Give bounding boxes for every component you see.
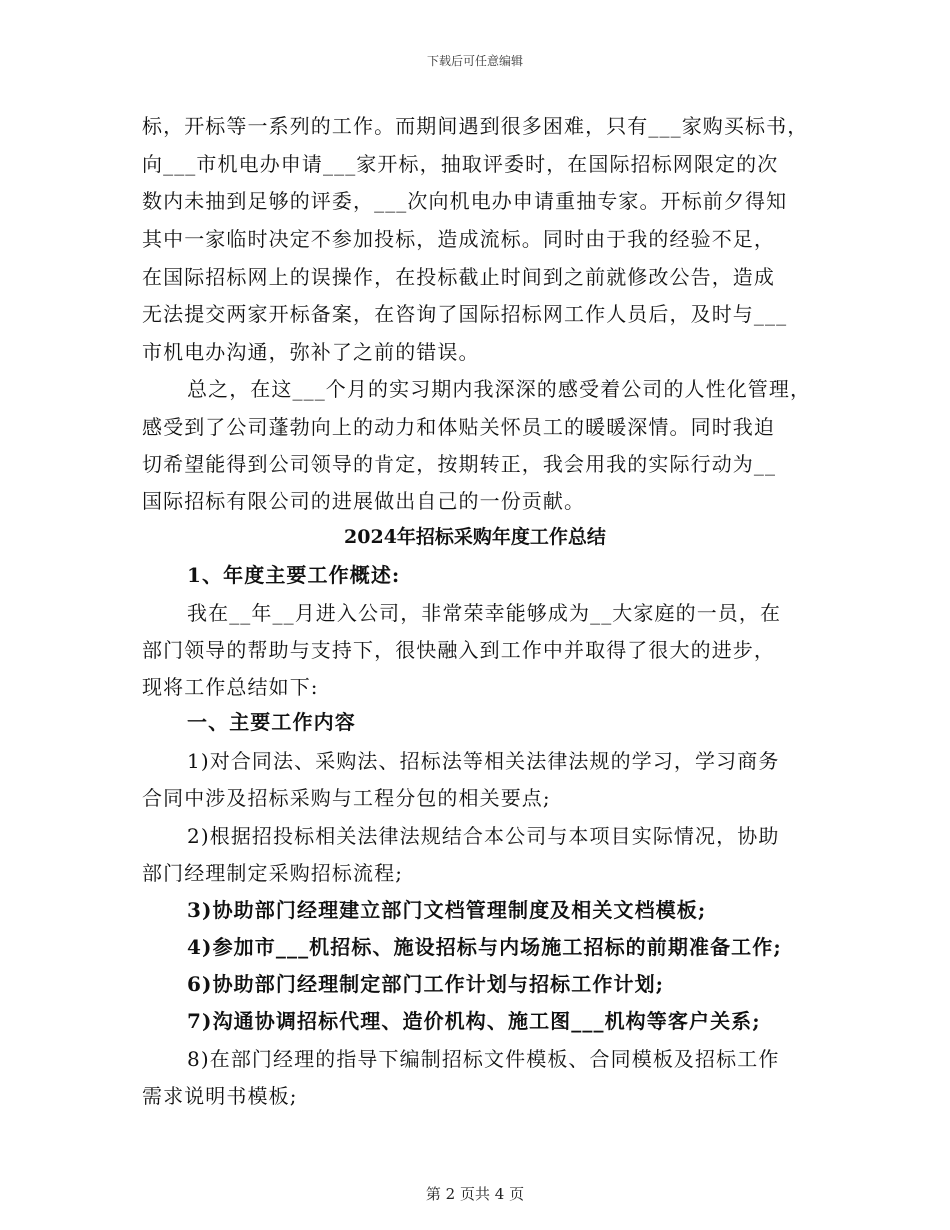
paragraph-line: 向___市机电办申请___家开标，抽取评委时，在国际招标网限定的次 — [142, 152, 779, 176]
paragraph-line: 在国际招标网上的误操作，在投标截止时间到之前就修改公告，造成 — [142, 265, 775, 289]
paragraph-line: 市机电办沟通，弥补了之前的错误。 — [142, 340, 480, 364]
list-item: 3)协助部门经理建立部门文档管理制度及相关文档模板; — [187, 898, 707, 922]
paragraph-line: 部门领导的帮助与支持下，很快融入到工作中并取得了很大的进步， — [142, 638, 775, 662]
paragraph-line: 现将工作总结如下: — [142, 675, 319, 699]
section-heading: 1、年度主要工作概述: — [187, 563, 401, 587]
list-item: 需求说明书模板; — [142, 1084, 298, 1108]
paragraph-line: 切希望能得到公司领导的肯定，按期转正，我会用我的实际行动为__ — [142, 452, 777, 476]
page-header: 下载后可任意编辑 — [426, 54, 523, 68]
paragraph-line: 无法提交两家开标备案，在咨询了国际招标网工作人员后，及时与___ — [142, 302, 788, 326]
paragraph-line: 总之，在这___个月的实习期内我深深的感受着公司的人性化管理， — [187, 377, 812, 401]
list-item: 7)沟通协调招标代理、造价机构、施工图___机构等客户关系; — [187, 1009, 761, 1033]
list-item: 合同中涉及招标采购与工程分包的相关要点; — [142, 786, 551, 810]
paragraph-line: 其中一家临时决定不参加投标，造成流标。同时由于我的经验不足， — [142, 227, 775, 251]
list-item: 8)在部门经理的指导下编制招标文件模板、合同模板及招标工作 — [187, 1047, 780, 1071]
page-footer: 第 2 页共 4 页 — [425, 1185, 525, 1203]
list-item: 部门经理制定采购招标流程; — [142, 861, 404, 885]
paragraph-line: 感受到了公司蓬勃向上的动力和体贴关怀员工的暖暖深情。同时我迫 — [142, 415, 775, 439]
paragraph-line: 国际招标有限公司的进展做出自己的一份贡献。 — [142, 489, 586, 513]
list-item: 2)根据招投标相关法律法规结合本公司与本项目实际情况，协助 — [187, 824, 780, 848]
section-heading: 一、主要工作内容 — [187, 710, 356, 734]
list-item: 6)协助部门经理制定部门工作计划与招标工作计划; — [187, 972, 665, 996]
list-item: 1)对合同法、采购法、招标法等相关法律法规的学习，学习商务 — [187, 749, 780, 773]
paragraph-line: 我在__年__月进入公司，非常荣幸能够成为__大家庭的一员，在 — [187, 601, 782, 625]
paragraph-line: 标，开标等一系列的工作。而期间遇到很多困难，只有___家购买标书， — [142, 114, 809, 138]
list-item: 4)参加市___机招标、施设招标与内场施工招标的前期准备工作; — [187, 935, 782, 959]
section-title: 2024年招标采购年度工作总结 — [344, 526, 606, 548]
paragraph-line: 数内未抽到足够的评委，___次向机电办申请重抽专家。开标前夕得知 — [142, 189, 788, 213]
